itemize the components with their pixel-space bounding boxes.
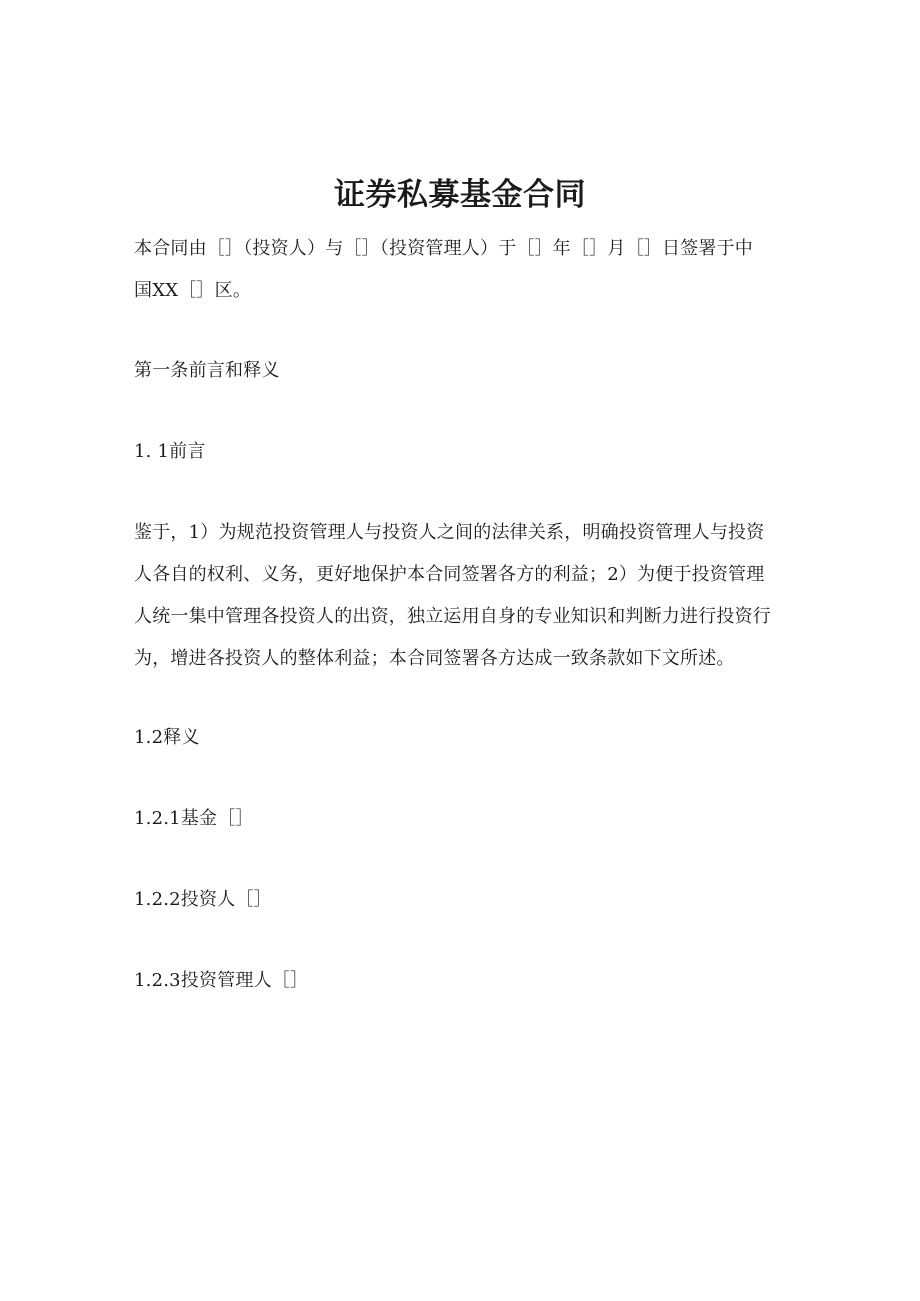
preamble-line: 为，增进各投资人的整体利益；本合同签署各方达成一致条款如下文所述。 [134,648,735,669]
preamble-line: 人统一集中管理各投资人的出资，独立运用自身的专业知识和判断力进行投资行 [134,606,771,627]
document-title: 证券私募基金合同 [334,177,586,213]
section-1-2-heading: 1.2释义 [134,727,200,748]
article-1-heading: 第一条前言和释义 [134,360,280,381]
preamble-line: 人各自的权利、义务，更好地保护本合同签署各方的利益；2）为便于投资管理 [134,564,765,585]
intro-paragraph [134,228,789,312]
intro-line: 本合同由［］（投资人）与［］（投资管理人）于［］年［］月［］日签署于中 [134,238,753,259]
definition-item: 1.2.1基金［］ [134,808,254,829]
preamble-line: 鉴于，1）为规范投资管理人与投资人之间的法律关系，明确投资管理人与投资 [134,522,765,543]
definition-item: 1.2.2投资人［］ [134,889,272,910]
definition-item: 1.2.3投资管理人［］ [134,970,309,991]
preamble-paragraph [134,512,789,680]
intro-line: 国XX［］区。 [134,280,252,301]
section-1-1-heading: 1. 1前言 [134,441,206,462]
